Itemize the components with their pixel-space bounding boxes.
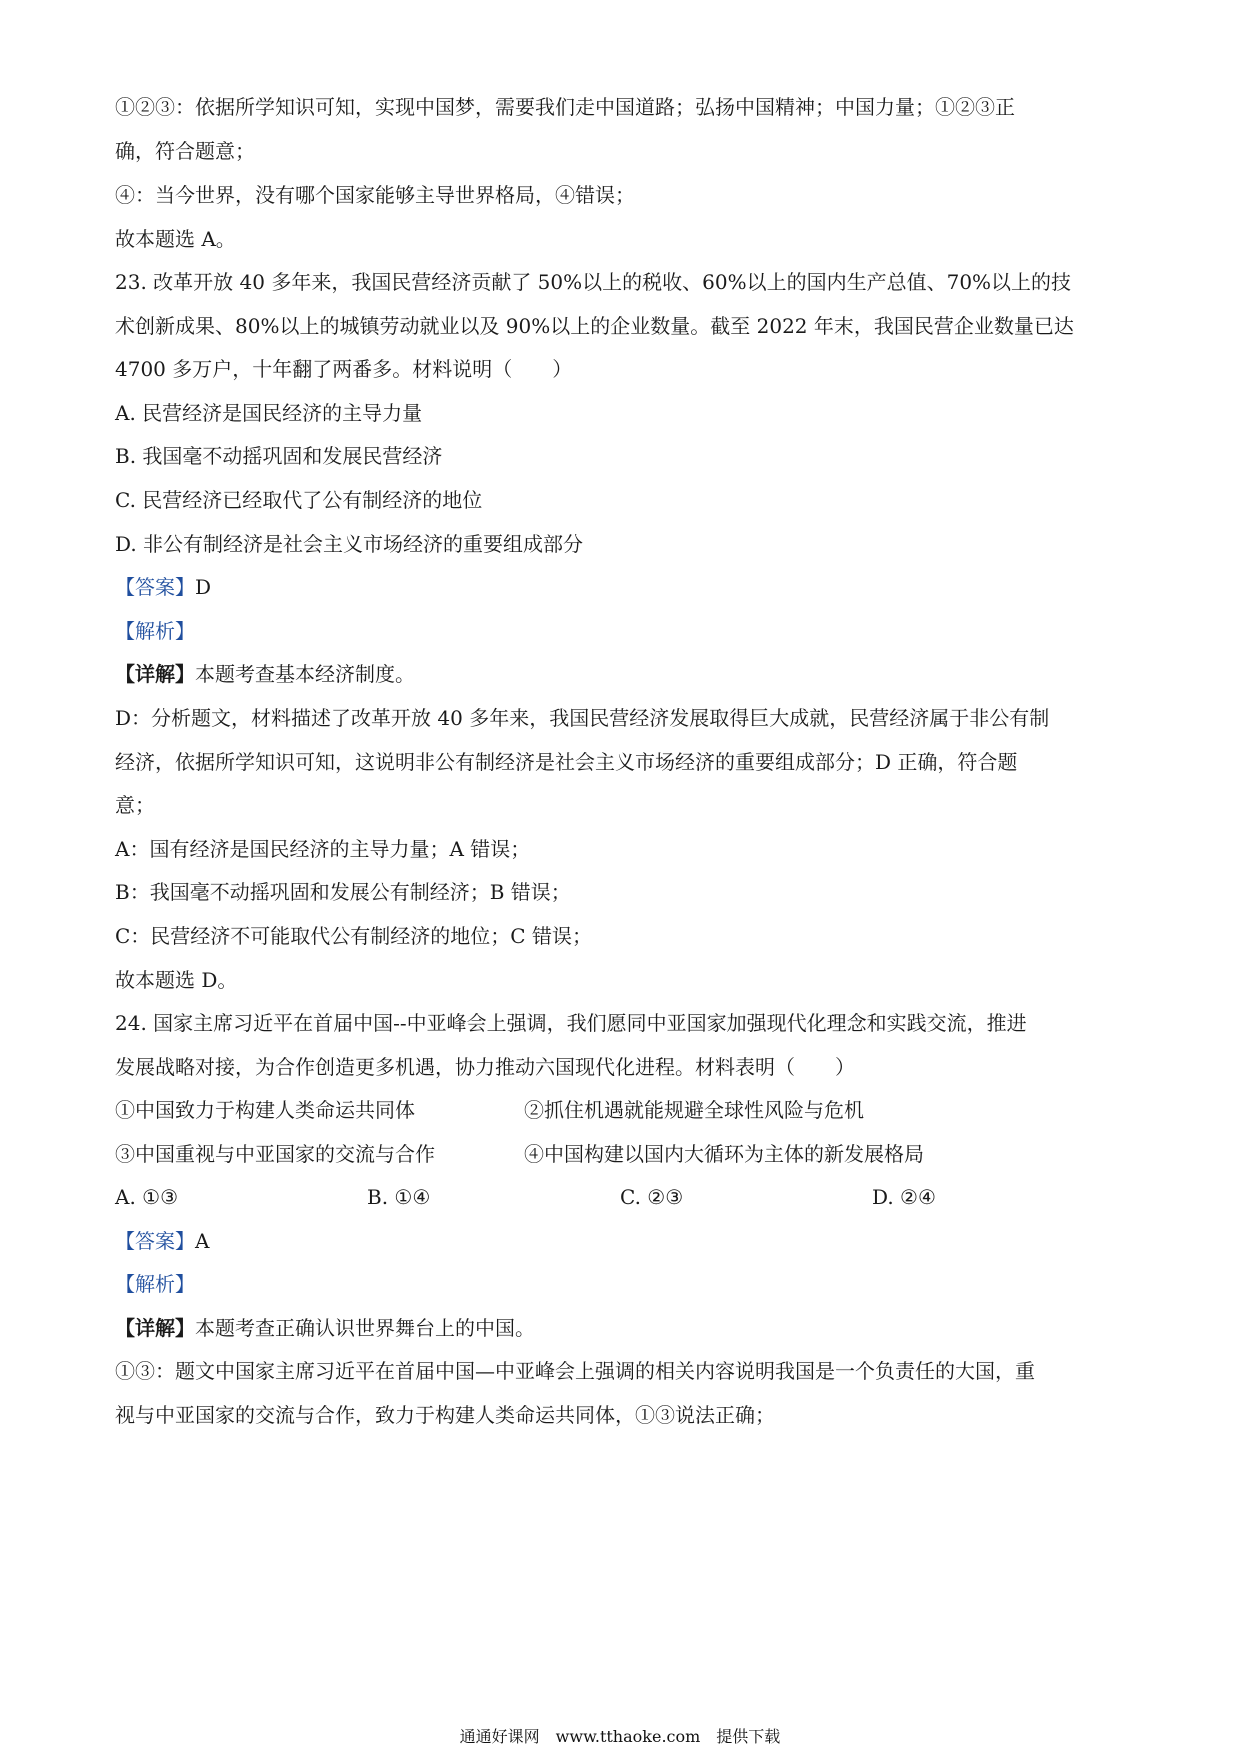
q24-analysis-label: 【解析】: [115, 1272, 195, 1296]
q24-statement-2: ②抓住机遇就能规避全球性风险与危机: [524, 1098, 864, 1122]
q24-explain-line-2: 视与中亚国家的交流与合作，致力于构建人类命运共同体，①③说法正确；: [115, 1403, 775, 1427]
q24-detail-label: 【详解】: [115, 1316, 195, 1340]
q24-option-a: A. ①③: [115, 1185, 179, 1209]
q23-explain-line-3: 意；: [115, 793, 155, 817]
q24-statement-3: ③中国重视与中亚国家的交流与合作: [115, 1142, 435, 1166]
q24-statement-1: ①中国致力于构建人类命运共同体: [115, 1098, 415, 1122]
q24-detail: [115, 1314, 535, 1342]
q23-explain-line-4: A：国有经济是国民经济的主导力量；A 错误；: [115, 837, 531, 861]
q24-option-d: D. ②④: [872, 1185, 936, 1209]
q24-answer-label: 【答案】: [115, 1229, 195, 1253]
q23-explain-line-1: D：分析题文，材料描述了改革开放 40 多年来，我国民营经济发展取得巨大成就，民营经济属于非公有制: [115, 706, 1050, 730]
q23-detail-text: 本题考查基本经济制度。: [195, 662, 415, 686]
q24-stem-line-2: 发展战略对接，为合作创造更多机遇，协力推动六国现代化进程。材料表明（ ）: [115, 1055, 855, 1079]
intro-line-3: ④：当今世界，没有哪个国家能够主导世界格局，④错误；: [115, 183, 635, 207]
q23-analysis-label: 【解析】: [115, 619, 195, 643]
q23-explain-line-2: 经济，依据所学知识可知，这说明非公有制经济是社会主义市场经济的重要组成部分；D 正确，符合题: [115, 750, 1018, 774]
q23-option-c: C. 民营经济已经取代了公有制经济的地位: [115, 488, 483, 512]
q23-option-b: B. 我国毫不动摇巩固和发展民营经济: [115, 444, 443, 468]
q24-option-c: C. ②③: [620, 1185, 684, 1209]
q23-stem-line-1: 23. 改革开放 40 多年来，我国民营经济贡献了 50%以上的税收、60%以上的国内生产总值、70%以上的技: [115, 270, 1072, 294]
q24-answer: [115, 1227, 209, 1255]
intro-conclusion: 故本题选 A。: [115, 227, 236, 251]
q24-statement-4: ④中国构建以国内大循环为主体的新发展格局: [524, 1142, 924, 1166]
q23-stem-line-3: 4700 多万户，十年翻了两番多。材料说明（ ）: [115, 357, 573, 381]
intro-line-2: 确，符合题意；: [115, 139, 255, 163]
q23-explain-line-5: B：我国毫不动摇巩固和发展公有制经济；B 错误；: [115, 880, 571, 904]
q23-detail: [115, 660, 415, 688]
q24-explain-line-1: ①③：题文中国家主席习近平在首届中国—中亚峰会上强调的相关内容说明我国是一个负责任的大国，重: [115, 1359, 1035, 1383]
q23-answer: [115, 573, 211, 601]
q23-explain-line-6: C：民营经济不可能取代公有制经济的地位；C 错误；: [115, 924, 592, 948]
q24-option-b: B. ①④: [367, 1185, 431, 1209]
q23-detail-label: 【详解】: [115, 662, 195, 686]
intro-line-1: ①②③：依据所学知识可知，实现中国梦，需要我们走中国道路；弘扬中国精神；中国力量；①②③正: [115, 95, 1015, 119]
q23-answer-value: D: [195, 575, 212, 599]
q23-option-d: D. 非公有制经济是社会主义市场经济的重要组成部分: [115, 532, 584, 556]
q23-option-a: A. 民营经济是国民经济的主导力量: [115, 401, 423, 425]
q24-answer-value: A: [195, 1229, 210, 1253]
q24-detail-text: 本题考查正确认识世界舞台上的中国。: [195, 1316, 535, 1340]
q24-stem-line-1: 24. 国家主席习近平在首届中国--中亚峰会上强调，我们愿同中亚国家加强现代化理念和实践交流，推进: [115, 1011, 1027, 1035]
q23-conclusion: 故本题选 D。: [115, 968, 238, 992]
q23-answer-label: 【答案】: [115, 575, 195, 599]
q23-stem-line-2: 术创新成果、80%以上的城镇劳动就业以及 90%以上的企业数量。截至 2022 年末，我国民营企业数量已达: [115, 314, 1074, 338]
page-footer: 通通好课网 www.tthaoke.com 提供下载: [459, 1727, 781, 1746]
